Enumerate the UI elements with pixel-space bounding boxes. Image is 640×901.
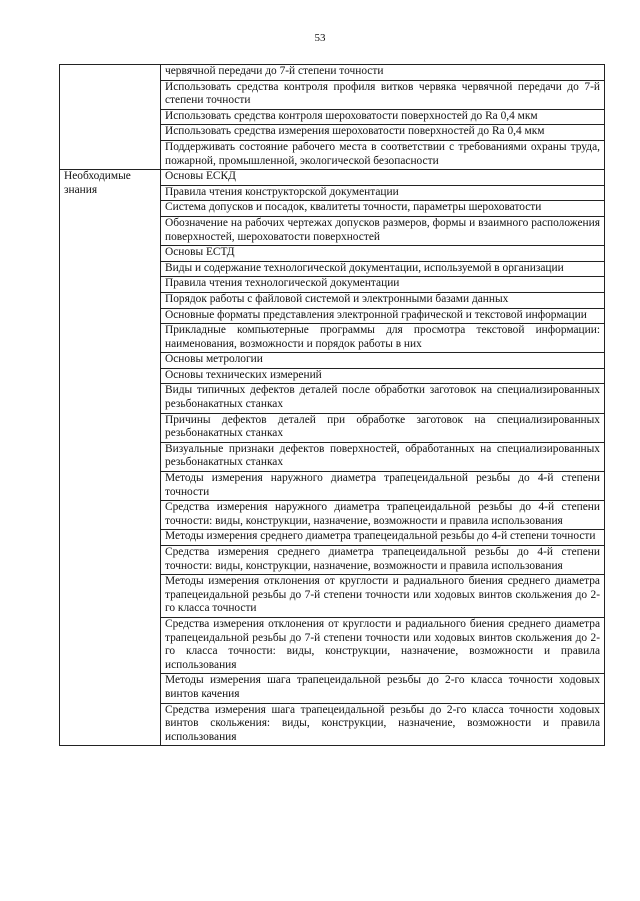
item-cell: Прикладные компьютерные программы для просмотра текстовой информации: наименования, возможности и порядок работы в них	[161, 324, 605, 353]
item-cell: Основы ЕСКД	[161, 170, 605, 186]
item-cell: Основы ЕСТД	[161, 246, 605, 262]
item-cell: Методы измерения отклонения от круглости и радиального биения среднего диаметра трапецеидальной резьбы до 7-й степени точности или ходовых винтов скольжения до 2-го класса точности	[161, 575, 605, 618]
item-cell: Использовать средства контроля профиля витков червяка червячной передачи до 7-й степени точности	[161, 80, 605, 109]
item-cell: Использовать средства контроля шероховатости поверхностей до Ra 0,4 мкм	[161, 109, 605, 125]
item-cell: Средства измерения среднего диаметра трапецеидальной резьбы до 4-й степени точности: виды, конструкции, назначение, возможности и правила использования	[161, 546, 605, 575]
item-cell: червячной передачи до 7-й степени точности	[161, 65, 605, 81]
item-cell: Использовать средства измерения шероховатости поверхностей до Ra 0,4 мкм	[161, 125, 605, 141]
item-cell: Основные форматы представления электронной графической и текстовой информации	[161, 308, 605, 324]
table-row	[60, 170, 605, 186]
item-cell: Средства измерения отклонения от круглости и радиального биения среднего диаметра трапецеидальной резьбы до 7-й степени точности или ходовых винтов скольжения до 2-го класса точности: виды, конструкции, назначение, возможности и правила использования	[161, 617, 605, 673]
category-cell: Необходимые знания	[60, 170, 161, 746]
item-cell: Виды типичных дефектов деталей после обработки заготовок на специализированных резьбонакатных станках	[161, 384, 605, 413]
item-cell: Правила чтения технологической документации	[161, 277, 605, 293]
item-cell: Средства измерения шага трапецеидальной резьбы до 2-го класса точности ходовых винтов скольжения: виды, конструкции, назначение, возможности и правила использования	[161, 703, 605, 746]
item-cell: Визуальные признаки дефектов поверхностей, обработанных на специализированных резьбонакатных станках	[161, 442, 605, 471]
table-row	[60, 65, 605, 81]
item-cell: Причины дефектов деталей при обработке заготовок на специализированных резьбонакатных станках	[161, 413, 605, 442]
item-cell: Обозначение на рабочих чертежах допусков размеров, формы и взаимного расположения поверхностей, шероховатости поверхностей	[161, 216, 605, 245]
item-cell: Правила чтения конструкторской документации	[161, 185, 605, 201]
requirements-table	[59, 64, 605, 746]
item-cell: Методы измерения среднего диаметра трапецеидальной резьбы до 4-й степени точности	[161, 530, 605, 546]
item-cell: Поддерживать состояние рабочего места в соответствии с требованиями охраны труда, пожарной, промышленной, экологической безопасности	[161, 140, 605, 169]
item-cell: Основы метрологии	[161, 353, 605, 369]
category-cell	[60, 65, 161, 170]
item-cell: Средства измерения наружного диаметра трапецеидальной резьбы до 4-й степени точности: виды, конструкции, назначение, возможности и правила использования	[161, 501, 605, 530]
item-cell: Методы измерения шага трапецеидальной резьбы до 2-го класса точности ходовых винтов качения	[161, 674, 605, 703]
page-number: 53	[314, 32, 326, 44]
item-cell: Основы технических измерений	[161, 368, 605, 384]
item-cell: Система допусков и посадок, квалитеты точности, параметры шероховатости	[161, 201, 605, 217]
item-cell: Методы измерения наружного диаметра трапецеидальной резьбы до 4-й степени точности	[161, 472, 605, 501]
item-cell: Виды и содержание технологической документации, используемой в организации	[161, 261, 605, 277]
item-cell: Порядок работы с файловой системой и электронными базами данных	[161, 292, 605, 308]
